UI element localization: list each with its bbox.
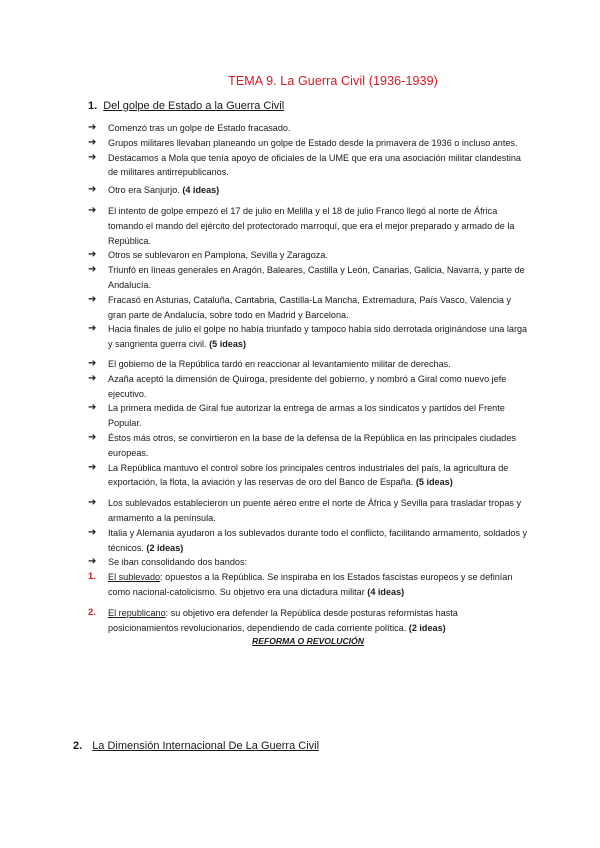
- center-note: REFORMA O REVOLUCIÓN: [252, 636, 364, 647]
- bando-label: El sublevado: [108, 572, 161, 583]
- list-item: ➔ Grupos militares llevaban planeando un golpe de Estado desde la primavera de 1936 o incluso antes.: [88, 136, 528, 151]
- idea-count: (2 ideas): [408, 622, 446, 633]
- section-2-heading: [73, 740, 319, 752]
- arrow-icon: ➔: [88, 357, 97, 369]
- bando-label: El republicano: [108, 607, 166, 618]
- arrow-icon: ➔: [88, 293, 97, 305]
- list-item: ➔ Fracasó en Asturias, Cataluña, Cantabria, Castilla-La Mancha, Extremadura, País Vasco, Valencia y gran parte de Andalucía, sobre todo en Madrid y Barcelona.: [88, 293, 512, 320]
- arrow-icon: ➔: [88, 402, 97, 414]
- numbered-item-sublevado: 1. El sublevado: opuestos a la República. Se inspiraba en los Estados fascistas europeos y se definían como nacional-catolicismo. Su objetivo era una dictadura militar (4 ideas): [88, 571, 513, 597]
- arrow-icon: ➔: [88, 249, 97, 261]
- idea-count: (2 ideas): [146, 542, 184, 553]
- list-item: ➔ Comenzó tras un golpe de Estado fracasado.: [88, 121, 528, 136]
- list-item: ➔ Triunfó en líneas generales en Aragón, Baleares, Castilla y León, Canarias, Galicia, Navarra, y parte de Andalucía.: [88, 264, 525, 290]
- document-title: TEMA 9. La Guerra Civil (1936-1939): [228, 74, 438, 88]
- arrow-icon: ➔: [88, 372, 97, 384]
- list-item: ➔ Los sublevados establecieron un puente aéreo entre el norte de África y Sevilla para trasladar tropas y armamento a la península.: [88, 497, 522, 523]
- list-item: ➔ Éstos más otros, se convirtieron en la base de la defensa de la República en las principales ciudades europeas.: [88, 431, 516, 458]
- item-number: 2.: [88, 606, 96, 618]
- arrow-icon: ➔: [88, 122, 97, 133]
- list-item: ➔ Hacia finales de julio el golpe no había triunfado y tampoco había sido derrotada originándose una larga y sangrienta guerra civil. (5 ideas): [88, 323, 528, 350]
- idea-count: (5 ideas): [415, 477, 453, 488]
- list-item: ➔ La primera medida de Giral fue autorizar la entrega de armas a los sindicatos y partidos del Frente Popular.: [88, 402, 505, 429]
- arrow-icon: ➔: [88, 556, 97, 568]
- arrow-icon: ➔: [88, 151, 97, 163]
- list-item: ➔ Italia y Alemania ayudaron a los sublevados durante todo el conflicto, facilitando armamento, soldados y técnicos. (2 ideas): [88, 526, 528, 553]
- arrow-icon: ➔: [88, 497, 97, 509]
- list-item: ➔ Otro era Sanjurjo. (4 ideas): [88, 183, 528, 198]
- arrow-icon: ➔: [88, 323, 97, 335]
- arrow-icon: ➔: [88, 461, 97, 473]
- item-number: 1.: [88, 571, 96, 583]
- list-item: ➔ Destacamos a Mola que tenía apoyo de oficiales de la UME que era una asociación militar clandestina de militares antirrepublicanos.: [88, 151, 521, 178]
- section-1-heading: [88, 100, 284, 112]
- arrow-icon: ➔: [88, 431, 97, 443]
- section-2-title: La Dimensión Internacional De La Guerra Civil: [92, 740, 320, 752]
- arrow-icon: ➔: [88, 136, 97, 148]
- idea-count: (4 ideas): [367, 586, 405, 597]
- arrow-icon: ➔: [88, 264, 97, 276]
- list-item: ➔ Azaña aceptó la dimensión de Quiroga, presidente del gobierno, y nombró a Giral como nuevo jefe ejecutivo.: [88, 372, 507, 399]
- list-item: ➔ Se iban consolidando dos bandos:: [88, 555, 528, 570]
- list-item: ➔ El gobierno de la República tardó en reaccionar al levantamiento militar de derechas.: [88, 357, 528, 372]
- arrow-icon: ➔: [88, 526, 97, 538]
- idea-count: (4 ideas): [182, 185, 220, 196]
- arrow-icon: ➔: [88, 184, 97, 196]
- idea-count: (5 ideas): [209, 339, 246, 350]
- list-item: ➔ El intento de golpe empezó el 17 de julio en Melilla y el 18 de julio Franco llegó al norte de África tomando el mando del ejército del protectorado marroquí, que era el mejor preparado y armado de la República.: [88, 204, 515, 246]
- section-2-number: 2.: [73, 740, 83, 752]
- list-item: ➔ Otros se sublevaron en Pamplona, Sevilla y Zaragoza.: [88, 248, 528, 263]
- numbered-item-republicano: 2. El republicano: su objetivo era defender la República desde posturas reformistas hasta posicionamientos revolucionarios, dependiendo de cada corriente política. (2 ideas): [88, 606, 458, 633]
- bullet-list: [88, 121, 528, 646]
- arrow-icon: ➔: [88, 204, 97, 216]
- section-1-title: Del golpe de Estado a la Guerra Civil: [103, 100, 285, 112]
- section-1-number: 1.: [88, 100, 98, 112]
- list-item: ➔ La República mantuvo el control sobre los principales centros industriales del país, la agricultura de exportación, la flota, la aviación y las reservas de oro del Banco de España. (5 ideas): [88, 461, 509, 488]
